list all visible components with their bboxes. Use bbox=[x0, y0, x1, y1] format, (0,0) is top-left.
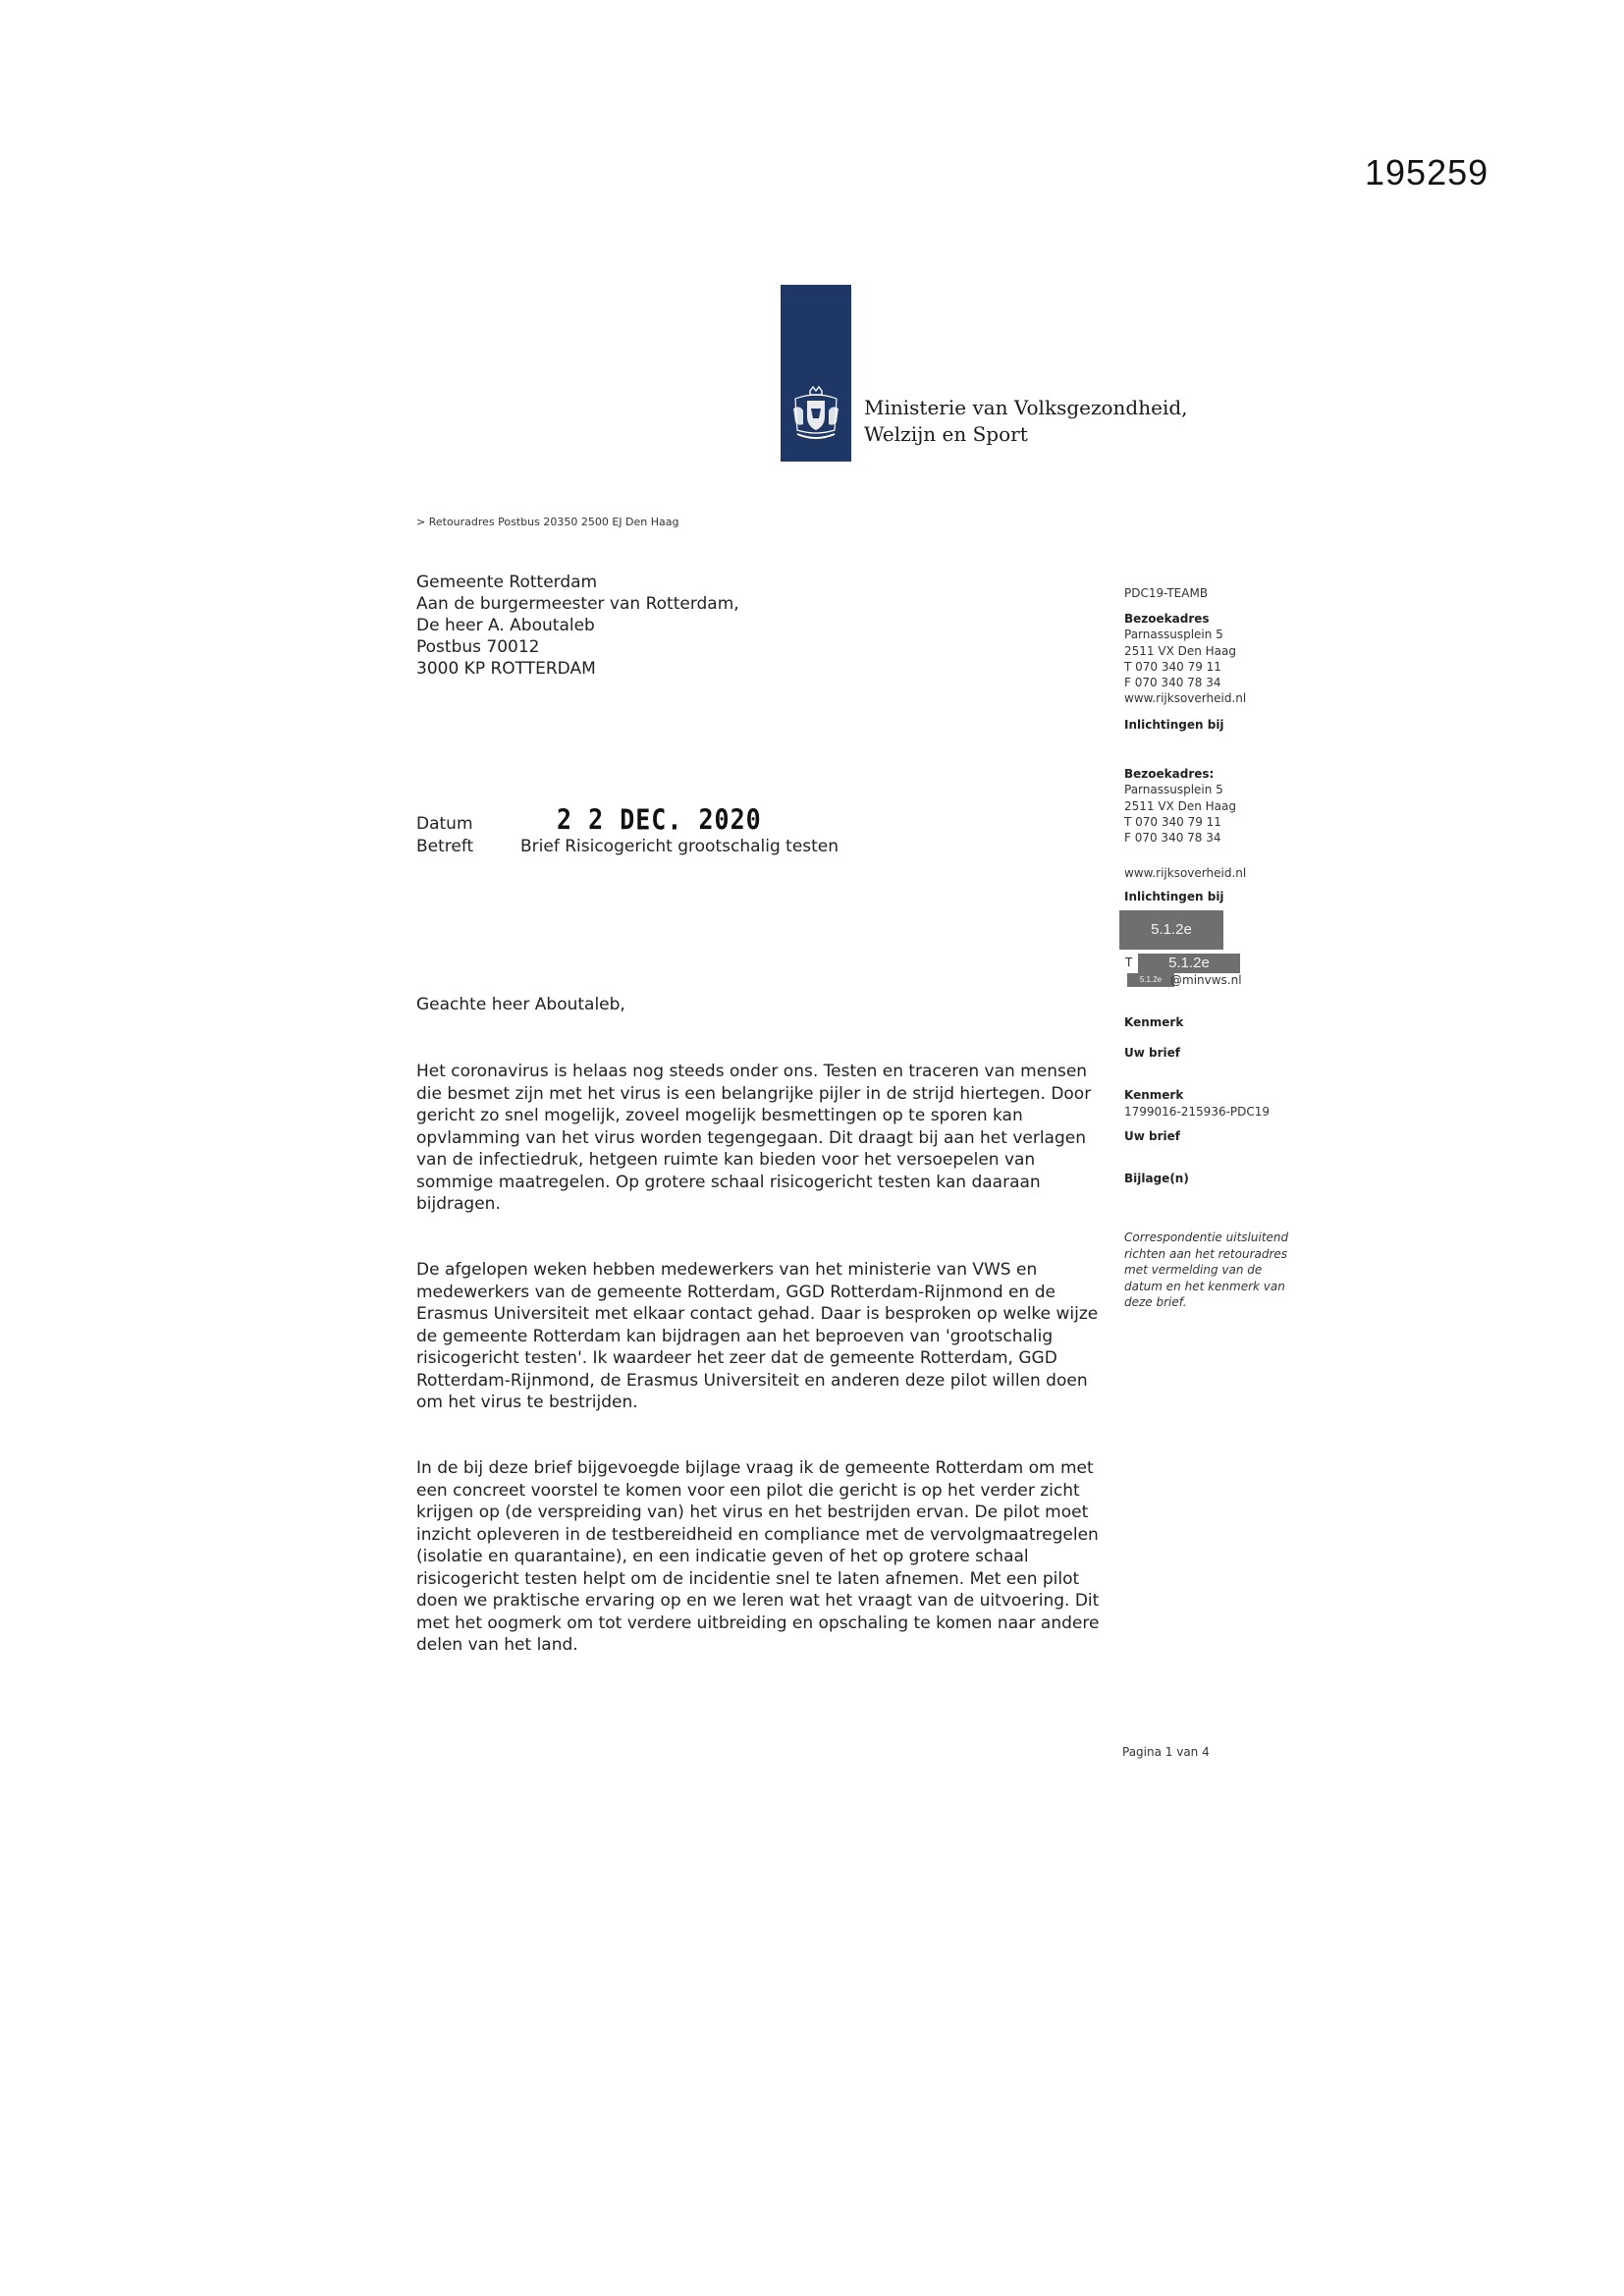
body-paragraph-3 bbox=[416, 1457, 1104, 1657]
sidebar-line: 2511 VX Den Haag bbox=[1124, 643, 1236, 658]
kenmerk-label: Kenmerk bbox=[1124, 1088, 1184, 1102]
sidebar-line: www.rijksoverheid.nl bbox=[1124, 691, 1247, 706]
sidebar-line: 2511 VX Den Haag bbox=[1124, 798, 1236, 813]
paragraph-line: doen we praktische ervaring op en we leren wat het vraagt van de uitvoering. Dit bbox=[416, 1591, 1100, 1611]
paragraph-line: krijgen op (de verspreiding van) het virus en het bestrijden ervan. De pilot moet bbox=[416, 1503, 1089, 1522]
paragraph-line: gericht zo snel mogelijk, zoveel mogelijk besmettingen op te sporen kan bbox=[416, 1106, 1023, 1125]
sidebar-block-2 bbox=[1124, 766, 1236, 846]
body-paragraph-1 bbox=[416, 1061, 1104, 1216]
page-indicator: Pagina 1 van 4 bbox=[1122, 1745, 1210, 1759]
email-domain: @minvws.nl bbox=[1170, 973, 1242, 987]
sidebar-line: T 070 340 79 11 bbox=[1124, 659, 1221, 674]
date-label: Datum bbox=[416, 814, 473, 834]
sidebar-block-1 bbox=[1124, 611, 1246, 707]
paragraph-line: delen van het land. bbox=[416, 1635, 578, 1655]
body-paragraph-2 bbox=[416, 1259, 1104, 1414]
kenmerk-value: 1799016-215936-PDC19 bbox=[1124, 1105, 1271, 1119]
paragraph-line: bijdragen. bbox=[416, 1194, 501, 1214]
paragraph-line: Rotterdam-Rijnmond, de Erasmus Universiteit en anderen deze pilot willen doen bbox=[416, 1370, 1088, 1391]
paragraph-line: Erasmus Universiteit met elkaar contact gehad. Daar is besproken op welke wijze bbox=[416, 1304, 1099, 1324]
paragraph-line: (isolatie en quarantaine), en een indicatie geven of het op grotere schaal bbox=[416, 1547, 1029, 1566]
paragraph-line: met het oogmerk om tot verdere uitbreiding en opschaling te komen naar andere bbox=[416, 1613, 1100, 1633]
redacted-phone: 5.1.2e bbox=[1138, 954, 1240, 973]
note-line: Correspondentie uitsluitend bbox=[1124, 1230, 1289, 1244]
paragraph-line: risicogericht testen helpt om de incidentie snel te laten afnemen. Met een pilot bbox=[416, 1568, 1080, 1589]
recipient-line: Postbus 70012 bbox=[416, 637, 540, 657]
paragraph-line: de gemeente Rotterdam kan bijdragen aan het beproeven van 'grootschalig bbox=[416, 1326, 1054, 1346]
return-address: > Retouradres Postbus 20350 2500 EJ Den Haag bbox=[416, 516, 679, 528]
paragraph-line: risicogericht testen'. Ik waardeer het zeer dat de gemeente Rotterdam, GGD bbox=[416, 1348, 1057, 1368]
subject-value: Brief Risicogericht grootschalig testen bbox=[520, 837, 839, 856]
recipient-line: 3000 KP ROTTERDAM bbox=[416, 659, 596, 679]
uw-brief-label: Uw brief bbox=[1124, 1129, 1180, 1143]
recipient-line: De heer A. Aboutaleb bbox=[416, 616, 595, 635]
note-line: met vermelding van de bbox=[1124, 1263, 1263, 1277]
inlichtingen-label: Inlichtingen bij bbox=[1124, 718, 1224, 732]
paragraph-line: sommige maatregelen. Op grotere schaal risicogericht testen kan daaraan bbox=[416, 1172, 1041, 1192]
sidebar-heading: Bezoekadres bbox=[1124, 612, 1210, 626]
recipient-line: Aan de burgermeester van Rotterdam, bbox=[416, 594, 739, 614]
uw-brief-label: Uw brief bbox=[1124, 1046, 1180, 1060]
sidebar-line: Parnassusplein 5 bbox=[1124, 783, 1223, 797]
note-line: richten aan het retouradres bbox=[1124, 1246, 1288, 1261]
paragraph-line: In de bij deze brief bijgevoegde bijlage vraag ik de gemeente Rotterdam om met bbox=[416, 1458, 1094, 1478]
ministry-name-line-1: Ministerie van Volksgezondheid, bbox=[864, 396, 1188, 419]
phone-prefix: T bbox=[1125, 956, 1133, 969]
note-line: datum en het kenmerk van bbox=[1124, 1279, 1285, 1293]
paragraph-line: medewerkers van de gemeente Rotterdam, GGD Rotterdam-Rijnmond en de bbox=[416, 1282, 1056, 1302]
website: www.rijksoverheid.nl bbox=[1124, 866, 1247, 880]
ministry-name bbox=[864, 395, 1188, 448]
paragraph-line: Het coronavirus is helaas nog steeds onder ons. Testen en traceren van mensen bbox=[416, 1062, 1088, 1081]
paragraph-line: van de infectiedruk, hetgeen ruimte kan bieden voor het versoepelen van bbox=[416, 1150, 1036, 1170]
dutch-royal-coat-of-arms-icon bbox=[784, 385, 848, 444]
paragraph-line: die besmet zijn met het virus is een belangrijke pijler in de strijd hiertegen. Door bbox=[416, 1083, 1092, 1104]
salutation: Geachte heer Aboutaleb, bbox=[416, 995, 625, 1014]
note-line: deze brief. bbox=[1124, 1295, 1187, 1309]
inlichtingen-label: Inlichtingen bij bbox=[1124, 890, 1224, 903]
sidebar-heading: Bezoekadres: bbox=[1124, 767, 1215, 781]
paragraph-line: een concreet voorstel te komen voor een pilot die gericht is op het verder zicht bbox=[416, 1480, 1080, 1501]
recipient-address bbox=[416, 572, 739, 680]
recipient-line: Gemeente Rotterdam bbox=[416, 573, 598, 592]
sidebar-line: Parnassusplein 5 bbox=[1124, 628, 1223, 642]
redacted-name: 5.1.2e bbox=[1119, 910, 1223, 950]
correspondence-note bbox=[1124, 1230, 1288, 1311]
team-code: PDC19-TEAMB bbox=[1124, 586, 1209, 600]
sidebar-line: F 070 340 78 34 bbox=[1124, 676, 1221, 690]
paragraph-line: om het virus te bestrijden. bbox=[416, 1393, 638, 1412]
kenmerk-label: Kenmerk bbox=[1124, 1015, 1184, 1029]
subject-label: Betreft bbox=[416, 837, 474, 856]
date-stamp: 2 2 DEC. 2020 bbox=[557, 803, 762, 837]
sidebar-line: F 070 340 78 34 bbox=[1124, 831, 1221, 846]
paragraph-line: opvlamming van het virus worden tegengegaan. Dit draagt bij aan het verlagen bbox=[416, 1127, 1086, 1148]
ministry-name-line-2: Welzijn en Sport bbox=[864, 422, 1028, 446]
paragraph-line: inzicht opleveren in de testbereidheid en compliance met de vervolgmaatregelen bbox=[416, 1524, 1099, 1545]
redacted-email: 5.1.2e bbox=[1127, 973, 1174, 987]
paragraph-line: De afgelopen weken hebben medewerkers van het ministerie van VWS en bbox=[416, 1260, 1038, 1280]
bijlagen-label: Bijlage(n) bbox=[1124, 1172, 1189, 1185]
document-number: 195259 bbox=[1365, 152, 1489, 192]
sidebar-line: T 070 340 79 11 bbox=[1124, 814, 1221, 829]
